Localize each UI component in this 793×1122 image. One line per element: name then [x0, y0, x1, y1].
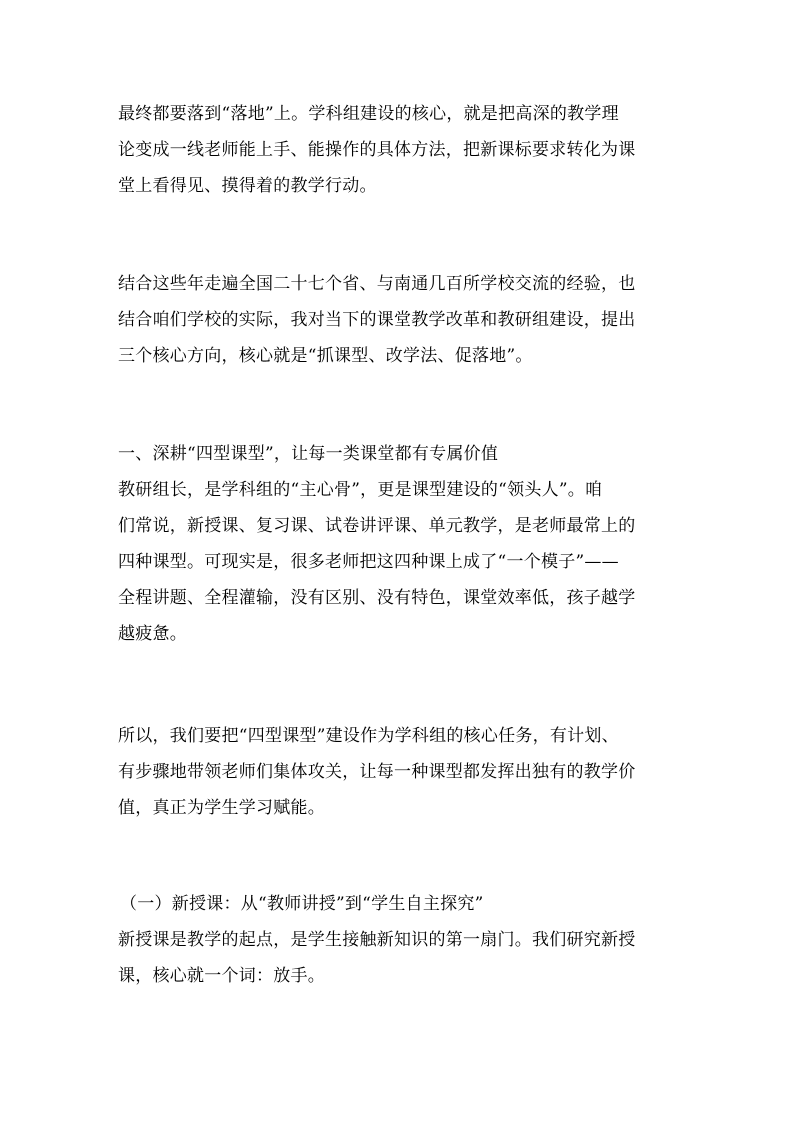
text-line: 结合咱们学校的实际，我对当下的课堂教学改革和教研组建设，提出	[118, 310, 636, 330]
paragraph-2	[118, 266, 678, 374]
paragraph-1	[118, 96, 678, 204]
text-line: 有步骤地带领老师们集体攻关，让每一种课型都发挥出独有的教学价	[118, 762, 636, 782]
text-line: 教研组长，是学科组的“主心骨”，更是课型建设的“领头人”。咱	[118, 480, 603, 500]
text-line: 四种课型。可现实是，很多老师把这四种课上成了“一个模子”——	[118, 552, 619, 572]
text-line: 值，真正为学生学习赋能。	[118, 798, 325, 818]
text-line: 课，核心就一个词：放手。	[118, 966, 325, 986]
text-line: 越疲惫。	[118, 624, 187, 644]
paragraph-4	[118, 718, 678, 826]
paragraph-3	[118, 472, 678, 652]
text-line: 全程讲题、全程灌输，没有区别、没有特色，课堂效率低，孩子越学	[118, 588, 636, 608]
text-line: 新授课是教学的起点，是学生接触新知识的第一扇门。我们研究新授	[118, 930, 636, 950]
paragraph-5	[118, 922, 678, 994]
text-line: 们常说，新授课、复习课、试卷讲评课、单元教学，是老师最常上的	[118, 516, 636, 536]
text-line: 堂上看得见、摸得着的教学行动。	[118, 176, 377, 196]
text-line: 最终都要落到“落地”上。学科组建设的核心，就是把高深的教学理	[118, 104, 619, 124]
text-line: 三个核心方向，核心就是“抓课型、改学法、促落地”。	[118, 346, 533, 366]
text-line: 结合这些年走遍全国二十七个省、与南通几百所学校交流的经验，也	[118, 274, 636, 294]
text-line: 所以，我们要把“四型课型”建设作为学科组的核心任务，有计划、	[118, 726, 619, 746]
text-line: 论变成一线老师能上手、能操作的具体方法，把新课标要求转化为课	[118, 140, 636, 160]
section-heading-2: （一）新授课：从“教师讲授”到“学生自主探究”	[120, 894, 484, 914]
section-heading-1: 一、深耕“四型课型”，让每一类课堂都有专属价值	[118, 444, 499, 464]
